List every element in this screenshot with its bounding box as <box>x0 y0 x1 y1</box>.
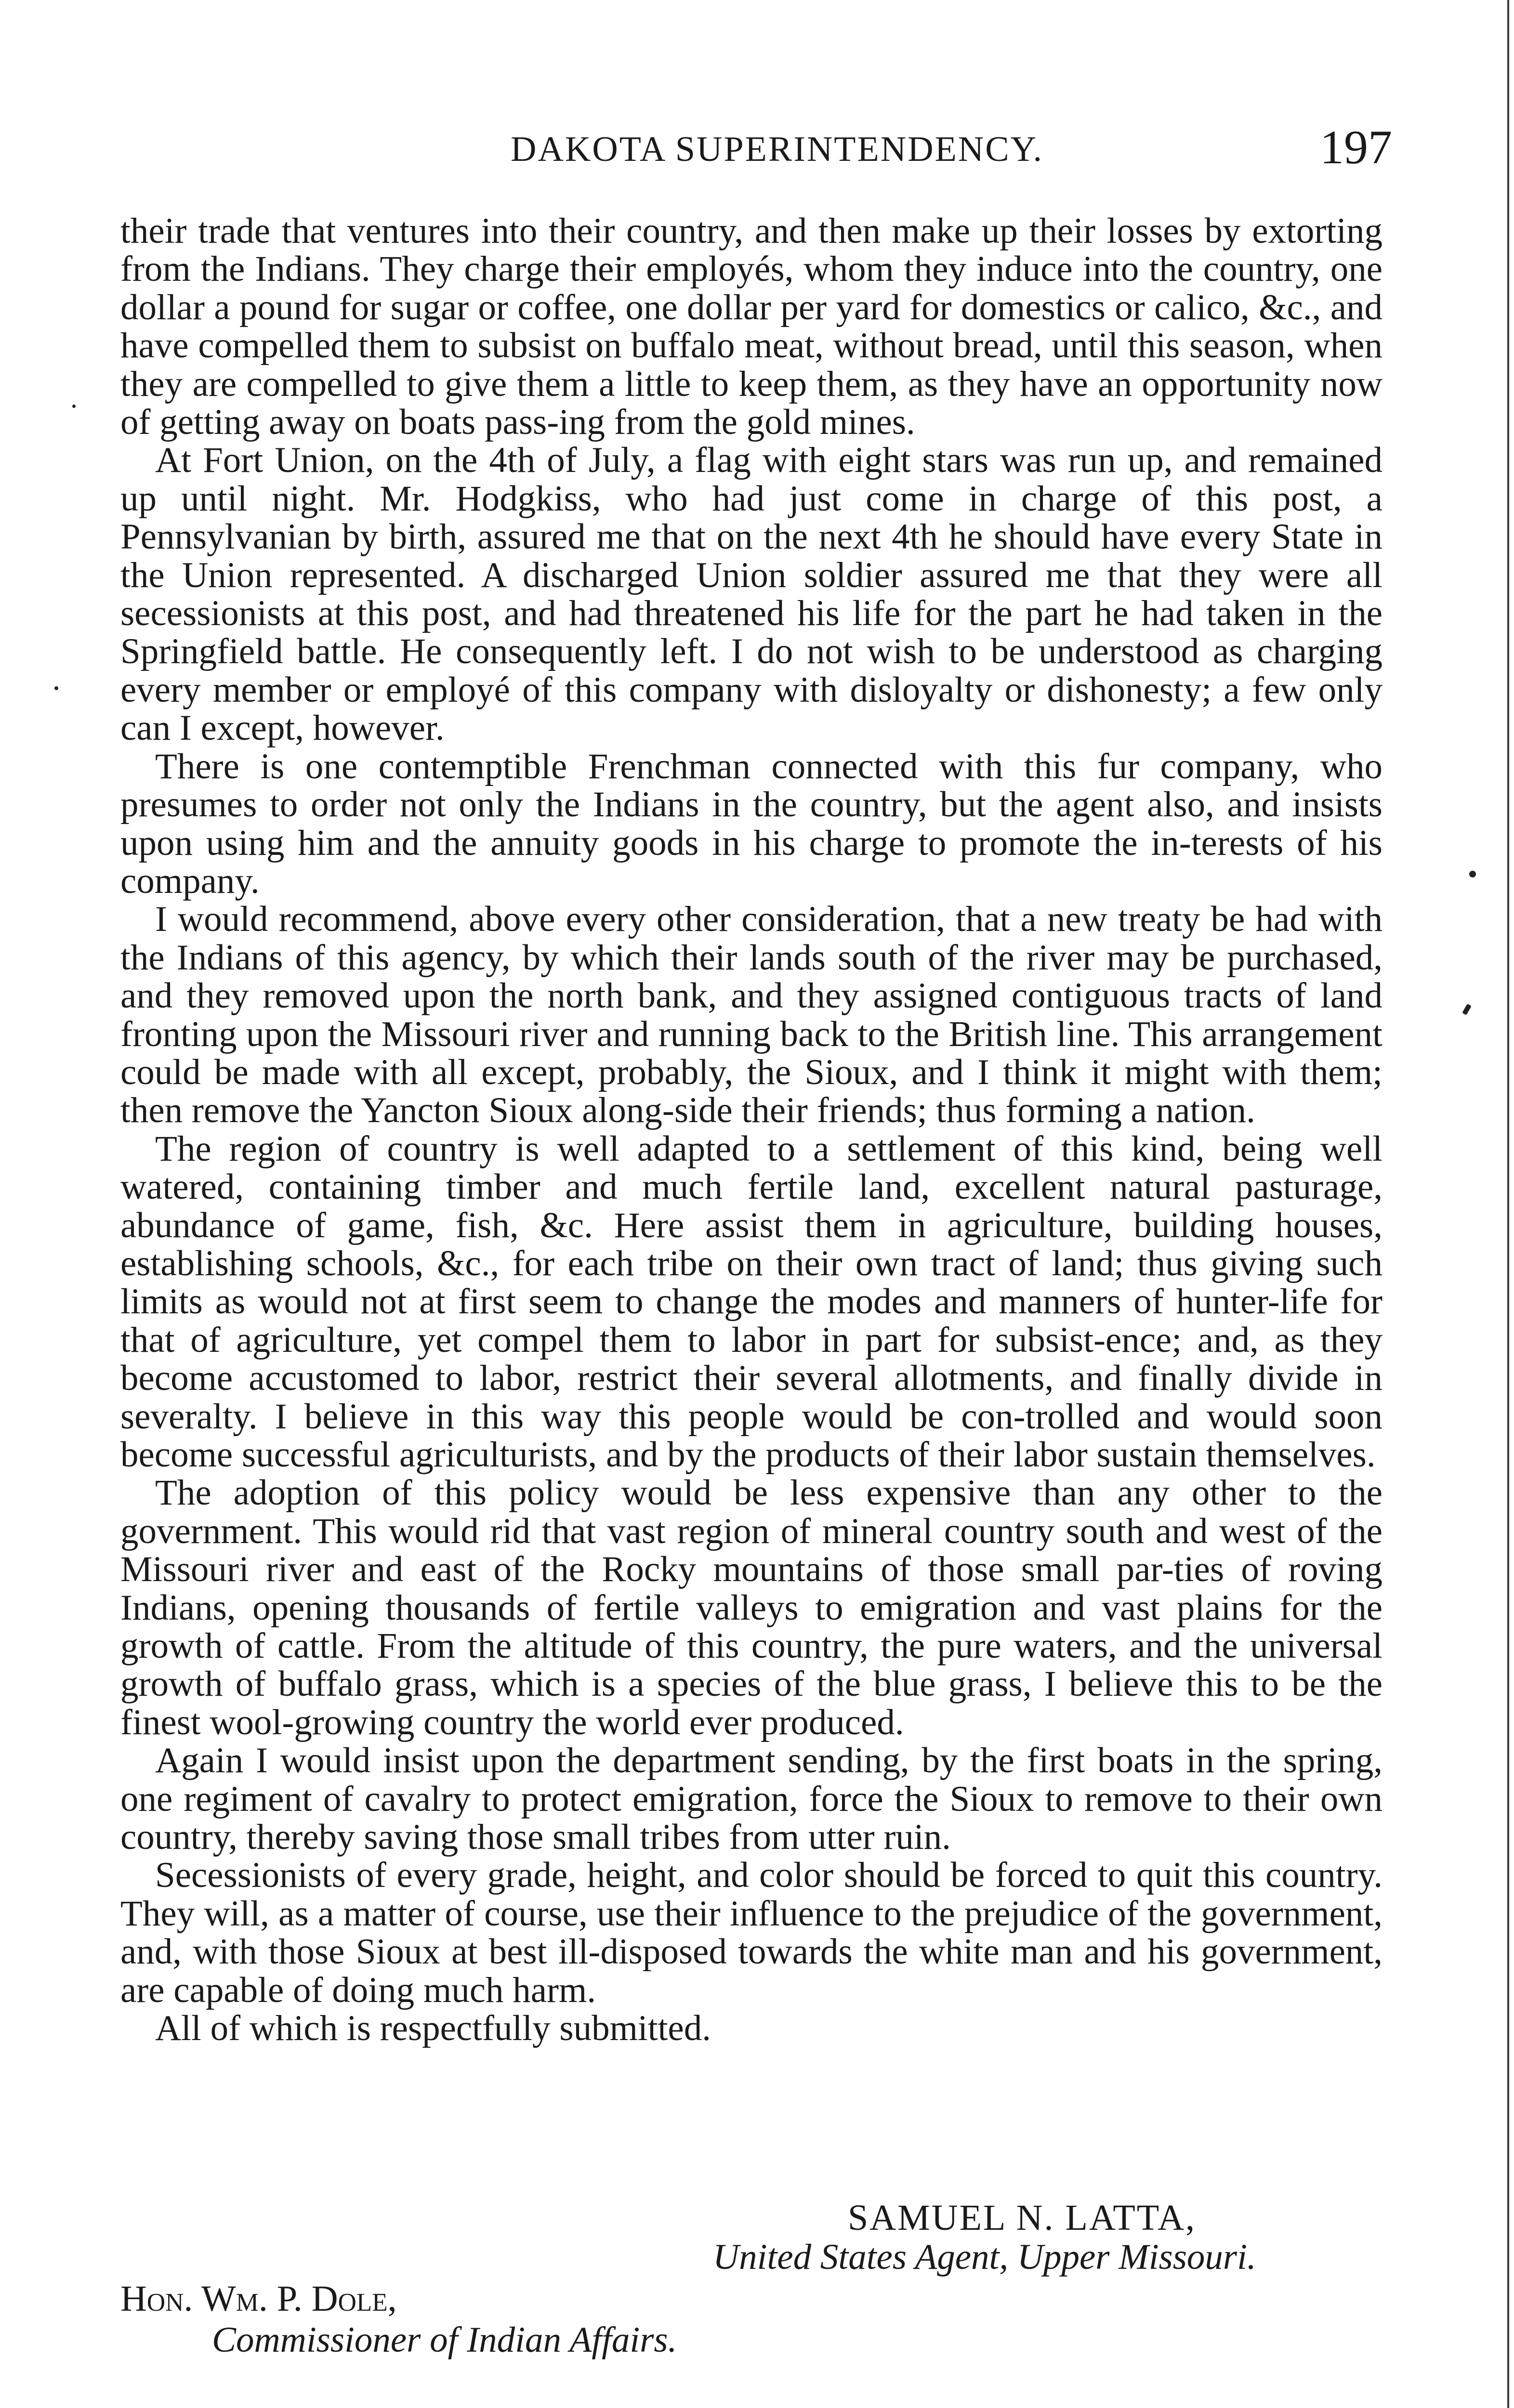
paragraph-9: All of which is respectfully submitted. <box>155 2008 711 2049</box>
signer-name: SAMUEL N. LATTA, <box>848 2198 1197 2238</box>
paragraph-3: There is one contemptible Frenchman connected with this fur company, who presumes to order not only the Indians in the country, but the agent also, and insists upon using him and the annuity goods in his charge to promote the in-terests of his company. <box>120 746 1382 901</box>
paragraph-1: their trade that ventures into their country, and then make up their losses by extorting from the Indians. They charge their employés, whom they induce into the country, one dollar a pound for sugar or coffee, one dollar per yard for domestics or calico, &c., and have compelled them to subsist on buffalo meat, without bread, until this season, when they are compelled to give them a little to keep them, as they have an opportunity now of getting away on boats pass-ing from the gold mines. <box>120 211 1382 443</box>
paragraph-8: Secessionists of every grade, height, and color should be forced to quit this country. They will, as a matter of course, use their influence to the prejudice of the government, and, with those Sioux at best ill-disposed towards the white man and his government, are capable of doing much harm. <box>120 1855 1382 2010</box>
ink-speck <box>1469 871 1476 877</box>
page-edge-line <box>1507 0 1509 2408</box>
ink-speck <box>1462 1004 1472 1015</box>
running-title: DAKOTA SUPERINTENDENCY. <box>511 130 1043 169</box>
paragraph-6: The adoption of this policy would be less expensive than any other to the government. This would rid that vast region of mineral country south and west of the Missouri river and east of the Rocky mountains of those small par-ties of roving Indians, opening thousands of fertile valleys to emigration and vast plains for the growth of cattle. From the altitude of this country, the pure waters, and the universal growth of buffalo grass, which is a species of the blue grass, I believe this to be the finest wool-growing country the world ever produced. <box>120 1473 1382 1742</box>
addressee-title: Commissioner of Indian Affairs. <box>212 2320 677 2360</box>
paragraph-7: Again I would insist upon the department sending, by the first boats in the spring, one regiment of cavalry to protect emigration, force the Sioux to remove to their own country, thereby saving those small tribes from utter ruin. <box>120 1741 1382 1858</box>
signer-title: United States Agent, Upper Missouri. <box>713 2237 1256 2277</box>
paragraph-5: The region of country is well adapted to a settlement of this kind, being well watered, containing timber and much fertile land, excellent natural pasturage, abundance of game, fish, &c. Here assist them in agriculture, building houses, establishing schools, &c., for each tribe on their own tract of land; thus giving such limits as would not at first seem to change the modes and manners of hunter-life for that of agriculture, yet compel them to labor in part for subsist-ence; and, as they become accustomed to labor, restrict their several allotments, and finally divide in severalty. I believe in this way this people would be con-trolled and would soon become successful agriculturists, and by the products of their labor sustain themselves. <box>120 1128 1382 1475</box>
letter-body <box>120 212 1382 2048</box>
ink-speck <box>72 405 76 408</box>
addressee-name: Hon. Wm. P. Dole, <box>120 2278 397 2319</box>
paragraph-4: I would recommend, above every other consideration, that a new treaty be had with the Indians of this agency, by which their lands south of the river may be purchased, and they removed upon the north bank, and they assigned contiguous tracts of land fronting upon the Missouri river and running back to the British line. This arrangement could be made with all except, probably, the Sioux, and I think it might with them; then remove the Yancton Sioux along-side their friends; thus forming a nation. <box>120 899 1382 1131</box>
paragraph-2: At Fort Union, on the 4th of July, a flag with eight stars was run up, and remained up until night. Mr. Hodgkiss, who had just come in charge of this post, a Pennsylvanian by birth, assured me that on the next 4th he should have every State in the Union represented. A discharged Union soldier assured me that they were all secessionists at this post, and had threatened his life for the part he had taken in the Springfield battle. He consequently left. I do not wish to be understood as charging every member or employé of this company with disloyalty or dishonesty; a few only can I except, however. <box>120 440 1382 748</box>
ink-speck <box>54 686 58 690</box>
page-number: 197 <box>1320 120 1392 174</box>
